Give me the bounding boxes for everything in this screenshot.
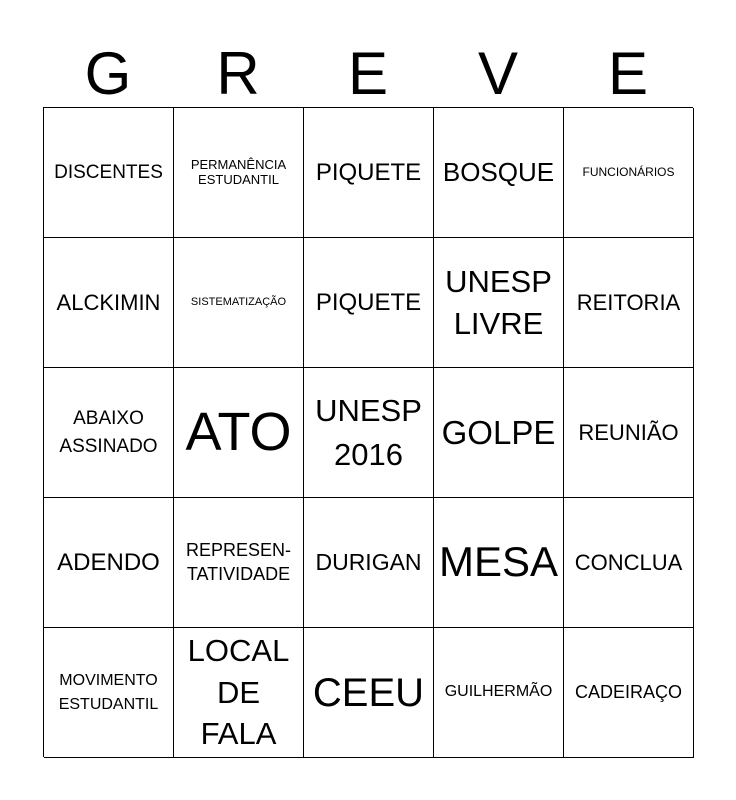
bingo-board	[43, 107, 693, 757]
bingo-cell[interactable]: UNESP LIVRE	[434, 238, 564, 368]
bingo-cell[interactable]: GOLPE	[434, 368, 564, 498]
bingo-cell[interactable]: PERMANÊNCIA ESTUDANTIL	[174, 108, 304, 238]
bingo-cell[interactable]: BOSQUE	[434, 108, 564, 238]
bingo-cell[interactable]: DISCENTES	[44, 108, 174, 238]
bingo-cell[interactable]: SISTEMATIZAÇÃO	[174, 238, 304, 368]
bingo-cell[interactable]: CADEIRAÇO	[564, 628, 694, 758]
bingo-cell[interactable]: ALCKIMIN	[44, 238, 174, 368]
bingo-cell[interactable]: CEEU	[304, 628, 434, 758]
bingo-cell[interactable]: FUNCIONÁRIOS	[564, 108, 694, 238]
header-letter-v: V	[477, 40, 519, 107]
bingo-cell[interactable]: MOVIMENTO ESTUDANTIL	[44, 628, 174, 758]
bingo-cell[interactable]: MESA	[434, 498, 564, 628]
bingo-cell[interactable]: UNESP 2016	[304, 368, 434, 498]
bingo-cell[interactable]: REUNIÃO	[564, 368, 694, 498]
bingo-cell[interactable]: REPRESEN- TATIVIDADE	[174, 498, 304, 628]
bingo-cell[interactable]: ABAIXO ASSINADO	[44, 368, 174, 498]
bingo-cell[interactable]: LOCAL DE FALA	[174, 628, 304, 758]
bingo-cell[interactable]: PIQUETE	[304, 108, 434, 238]
header-letter-g: G	[84, 40, 132, 107]
header-letter-e: E	[347, 40, 389, 107]
bingo-cell[interactable]: CONCLUA	[564, 498, 694, 628]
bingo-cell[interactable]: REITORIA	[564, 238, 694, 368]
bingo-header	[43, 40, 693, 108]
bingo-cell[interactable]: ADENDO	[44, 498, 174, 628]
header-letter-r: R	[216, 40, 260, 107]
bingo-cell[interactable]: ATO	[174, 368, 304, 498]
bingo-cell[interactable]: GUILHERMÃO	[434, 628, 564, 758]
bingo-cell[interactable]: PIQUETE	[304, 238, 434, 368]
bingo-cell[interactable]: DURIGAN	[304, 498, 434, 628]
header-letter-e2: E	[607, 40, 649, 107]
